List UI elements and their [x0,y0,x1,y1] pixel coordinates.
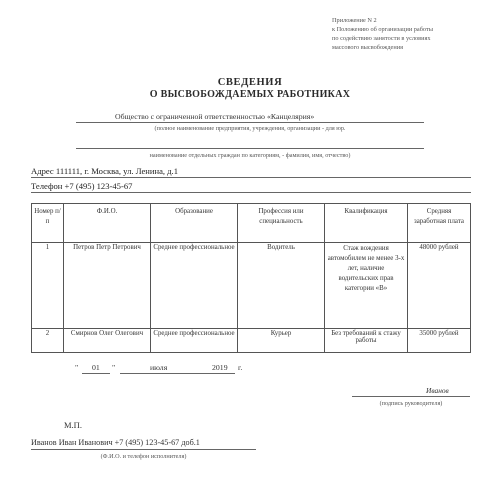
cell-name: Смирнов Олег Олегович [64,329,151,353]
header-qualification: Квалификация [325,204,408,243]
table-row [32,329,471,353]
appendix-note [332,16,492,52]
signature-value: Иванов [426,386,449,395]
date-year: 2019 [212,363,228,372]
phone-underline [31,192,471,193]
cell-profession: Водитель [238,243,325,329]
header-number: Номер п/п [32,204,64,243]
cell-number: 2 [32,329,64,353]
cell-salary: 48000 рублей [408,243,471,329]
organization-caption-2: наименование отдельных граждан по категориям, - фамилия, имя, отчество) [149,152,351,159]
cell-education: Среднее профессиональное [151,243,238,329]
organization-name: Общество с ограниченной ответственностью «Канцелярия» [115,112,315,121]
appendix-line: по содействию занятости в условиях [332,35,431,42]
date-quote-close: " [112,363,116,372]
organization-underline [76,122,424,123]
organization-underline-2 [76,148,424,149]
header-salary: Средняя заработная плата [408,204,471,243]
date-year-underline [210,373,235,374]
appendix-line: Приложение N 2 [332,17,377,24]
contact-value: Иванов Иван Иванович +7 (495) 123-45-67 доб.1 [31,438,200,447]
contact-caption: (Ф.И.О. и телефон исполнителя) [100,453,187,460]
date-day: 01 [92,363,100,372]
header-education: Образование [151,204,238,243]
date-quote-open: " [75,363,79,372]
organization-caption-1: (полное наименование предприятия, учреждения, организации - для юр. [154,125,346,132]
table-row [32,243,471,329]
cell-name: Петров Петр Петрович [64,243,151,329]
address-text: Адрес 111111, г. Москва, ул. Ленина, д.1 [31,166,178,176]
document-title: СВЕДЕНИЯ [217,77,283,88]
document-subtitle: О ВЫСВОБОЖДАЕМЫХ РАБОТНИКАХ [149,89,351,100]
date-month: июля [150,363,168,372]
phone-text: Телефон +7 (495) 123-45-67 [31,181,133,191]
cell-profession: Курьер [238,329,325,353]
contact-underline [31,449,256,450]
cell-qualification: Без требований к стажу работы [325,329,408,353]
header-profession: Профессия или специальность [238,204,325,243]
table-header-row [32,204,471,243]
cell-salary: 35000 рублей [408,329,471,353]
date-day-underline [82,373,110,374]
appendix-line: массового высвобождения [332,44,403,51]
address-underline [31,177,471,178]
signature-underline [352,396,470,397]
cell-education: Среднее профессиональное [151,329,238,353]
signature-caption: (подпись руководителя) [379,400,443,407]
stamp-label: М.П. [64,420,82,430]
date-suffix: г. [238,363,243,372]
appendix-line: к Положению об организации работы [332,26,433,33]
cell-qualification: Стаж вождения автомобилем не менее 3-х лет, наличие водительских прав категории «В» [325,243,408,329]
workers-table [31,203,471,353]
cell-number: 1 [32,243,64,329]
header-name: Ф.И.О. [64,204,151,243]
date-month-underline [120,373,210,374]
